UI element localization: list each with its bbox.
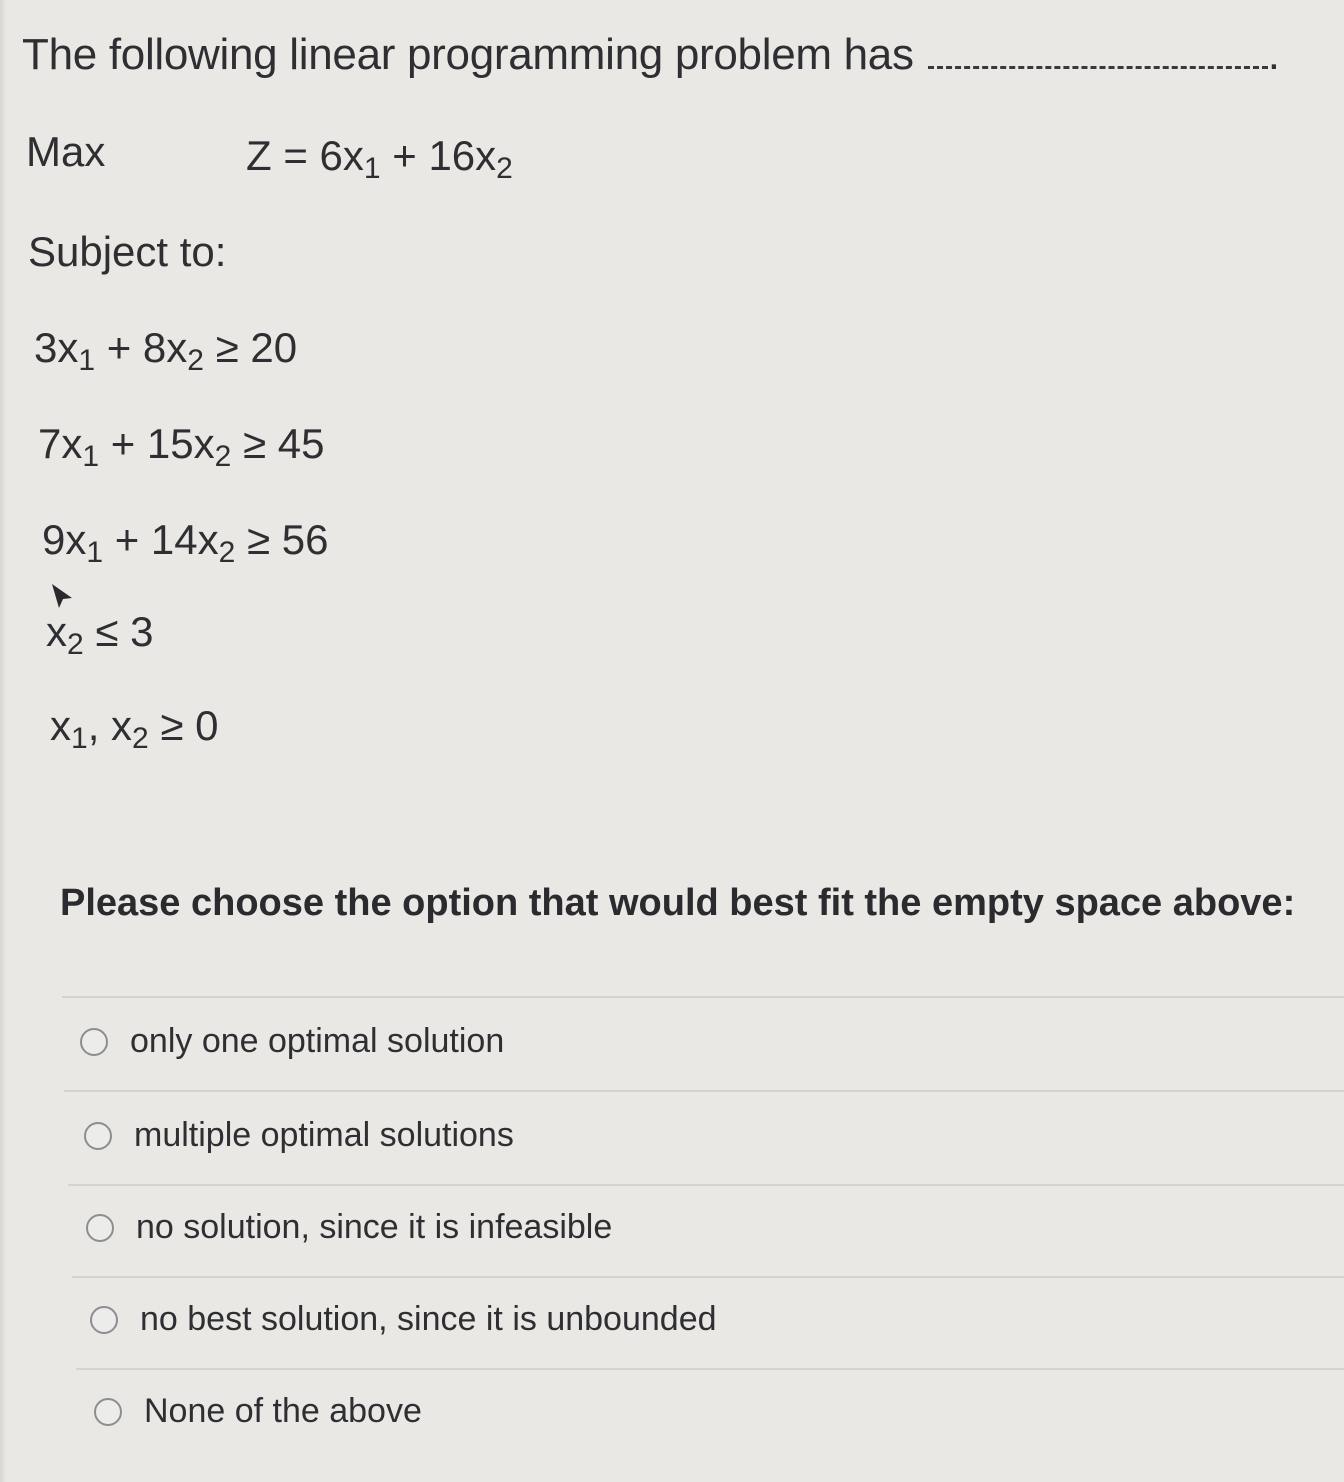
question-intro: The following linear programming problem has [22,30,914,79]
objective-expression: $Z = 6x_1 + 16x_2$ [246,132,513,185]
option-label: no solution, since it is infeasible [136,1208,613,1246]
question-title [22,28,1280,80]
option-multiple-optimal[interactable] [84,1116,514,1155]
divider [72,1276,1344,1278]
radio-button-icon[interactable] [84,1122,112,1150]
option-label: only one optimal solution [130,1022,505,1060]
answer-blank [928,28,1268,69]
constraint-4: $x_2 \le 3$ [46,608,154,661]
prompt-text: Please choose the option that would best fit the empty space above: [60,882,1296,924]
option-unbounded[interactable] [90,1300,717,1339]
radio-button-icon[interactable] [80,1028,108,1056]
radio-button-icon[interactable] [90,1306,118,1334]
constraint-3: $9x_1 + 14x_2 \ge 56$ [42,516,329,569]
option-only-one-optimal[interactable] [80,1022,504,1061]
page-left-border [0,0,6,1482]
radio-button-icon[interactable] [94,1398,122,1426]
option-none-of-the-above[interactable] [94,1392,422,1431]
question-terminator: . [1267,30,1280,79]
objective-label: Max [26,128,106,175]
option-infeasible[interactable] [86,1208,612,1247]
divider [68,1184,1344,1186]
option-label: None of the above [144,1392,422,1430]
divider [62,996,1344,998]
constraint-1: $3x_1 + 8x_2 \ge 20$ [34,324,298,377]
constraint-nonnegativity: $x_1$, $x_2 \ge 0$ [50,702,219,755]
divider [76,1368,1344,1370]
subject-to-label: Subject to: [28,228,227,275]
radio-button-icon[interactable] [86,1214,114,1242]
option-label: no best solution, since it is unbounded [140,1300,717,1338]
option-label: multiple optimal solutions [134,1116,514,1154]
constraint-2: $7x_1 + 15x_2 \ge 45$ [38,420,325,473]
divider [64,1090,1344,1092]
